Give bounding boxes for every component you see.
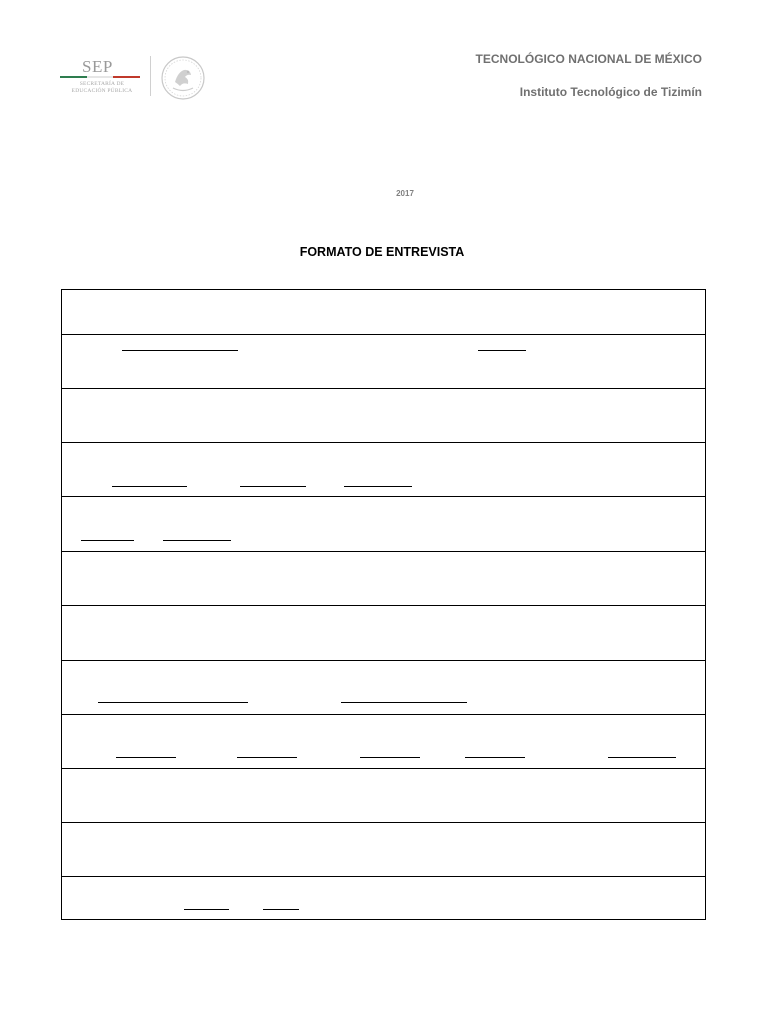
blank-field[interactable] — [184, 909, 229, 910]
blank-field[interactable] — [341, 702, 467, 703]
row-divider — [62, 660, 705, 661]
blank-field[interactable] — [608, 757, 676, 758]
form-title: FORMATO DE ENTREVISTA — [299, 245, 465, 259]
logo-divider — [150, 56, 151, 96]
blank-field[interactable] — [122, 350, 238, 351]
flag-stripes — [60, 76, 140, 79]
blank-field[interactable] — [112, 486, 187, 487]
blank-field[interactable] — [360, 757, 420, 758]
blank-field[interactable] — [98, 702, 248, 703]
row-divider — [62, 768, 705, 769]
blank-field[interactable] — [344, 486, 412, 487]
national-seal-icon — [160, 55, 206, 101]
row-divider — [62, 496, 705, 497]
blank-field[interactable] — [81, 540, 134, 541]
blank-field[interactable] — [478, 350, 526, 351]
blank-field[interactable] — [240, 486, 306, 487]
row-divider — [62, 551, 705, 552]
sep-logo-text: SEP — [82, 57, 113, 76]
row-divider — [62, 605, 705, 606]
row-divider — [62, 334, 705, 335]
row-divider — [62, 388, 705, 389]
institution-name: TECNOLÓGICO NACIONAL DE MÉXICO — [475, 52, 702, 66]
row-divider — [62, 714, 705, 715]
campus-name: Instituto Tecnológico de Tizimín — [519, 85, 702, 99]
row-divider — [62, 876, 705, 877]
blank-field[interactable] — [163, 540, 231, 541]
sep-logo-subtitle: SECRETARÍA DE EDUCACIÓN PÚBLICA — [71, 81, 133, 94]
blank-field[interactable] — [237, 757, 297, 758]
row-divider — [62, 822, 705, 823]
blank-field[interactable] — [465, 757, 525, 758]
year-label: 2017 — [396, 189, 414, 198]
interview-form-table — [61, 289, 706, 920]
row-divider — [62, 442, 705, 443]
blank-field[interactable] — [116, 757, 176, 758]
blank-field[interactable] — [263, 909, 299, 910]
